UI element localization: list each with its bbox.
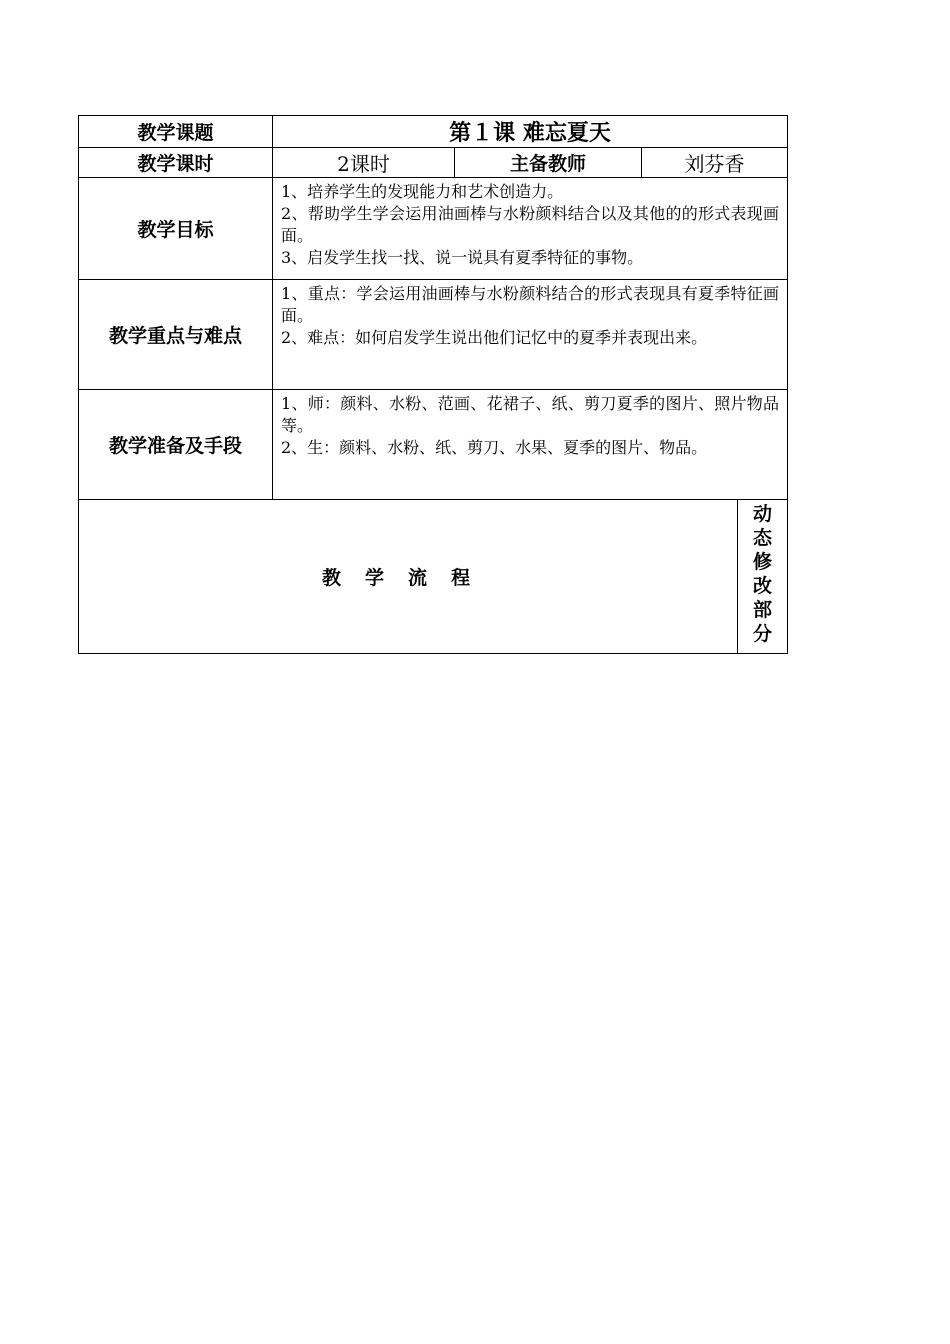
key-point-line: 2、难点：如何启发学生说出他们记忆中的夏季并表现出来。 (281, 328, 708, 347)
key-points-row (79, 280, 788, 390)
dynamic-char: 动 (753, 503, 773, 525)
topic-label: 教学课题 (79, 116, 273, 148)
objective-line: 2、帮助学生学会运用油画棒与水粉颜料结合以及其他的的形式表现画面。 (281, 204, 780, 245)
objectives-content (273, 178, 788, 280)
process-label: 教学流程 (79, 500, 738, 654)
preparation-content (273, 390, 788, 500)
dynamic-edit-label (738, 500, 788, 654)
objective-line: 1、培养学生的发现能力和艺术创造力。 (281, 182, 564, 201)
dynamic-char: 改 (753, 575, 773, 597)
objectives-label: 教学目标 (79, 178, 273, 280)
topic-value: 第１课 难忘夏天 (273, 116, 788, 148)
preparation-row (79, 390, 788, 500)
topic-row (79, 116, 788, 148)
dynamic-char: 态 (753, 527, 773, 549)
dynamic-char: 分 (753, 623, 773, 645)
teacher-label: 主备教师 (455, 148, 642, 178)
preparation-line: 1、师：颜料、水粉、范画、花裙子、纸、剪刀夏季的图片、照片物品等。 (281, 394, 780, 435)
objective-line: 3、启发学生找一找、说一说具有夏季特征的事物。 (281, 248, 644, 267)
objectives-row (79, 178, 788, 280)
process-row (79, 500, 788, 654)
periods-value: 2课时 (273, 148, 455, 178)
preparation-label: 教学准备及手段 (79, 390, 273, 500)
key-point-line: 1、重点：学会运用油画棒与水粉颜料结合的形式表现具有夏季特征画面。 (281, 284, 780, 325)
preparation-line: 2、生：颜料、水粉、纸、剪刀、水果、夏季的图片、物品。 (281, 438, 708, 457)
teacher-value: 刘芬香 (642, 148, 788, 178)
periods-label: 教学课时 (79, 148, 273, 178)
key-points-content (273, 280, 788, 390)
dynamic-char: 修 (753, 551, 773, 573)
periods-row (79, 148, 788, 178)
key-points-label: 教学重点与难点 (79, 280, 273, 390)
lesson-plan-table (78, 115, 788, 654)
dynamic-char: 部 (753, 599, 773, 621)
